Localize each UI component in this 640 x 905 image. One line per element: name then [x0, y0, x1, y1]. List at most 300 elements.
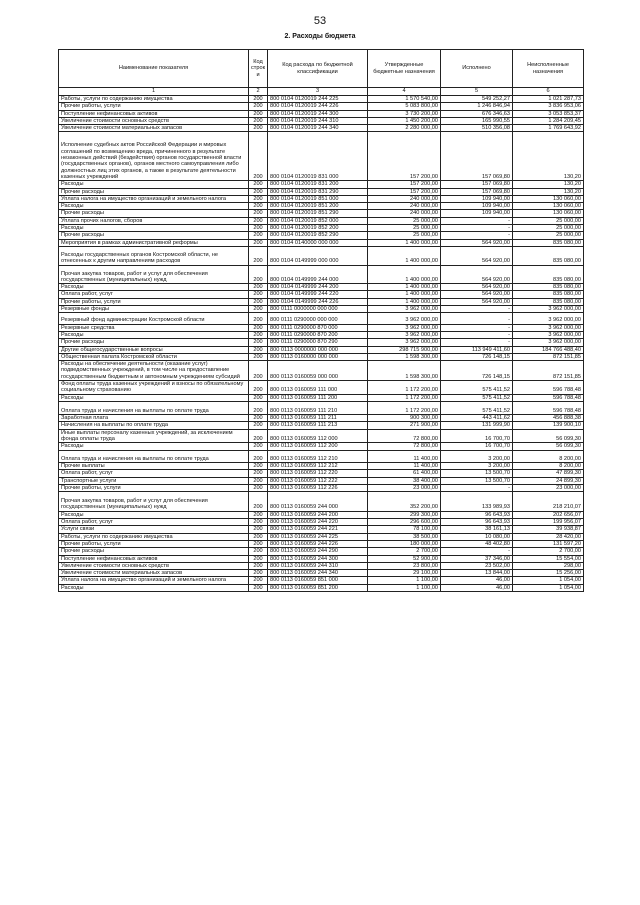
unexecuted-amount-cell: 596 788,48 [513, 401, 584, 414]
line-code-cell: 200 [249, 555, 268, 562]
approved-amount-cell: 11 400,00 [368, 450, 441, 462]
classification-code-cell: 800 0113 0160059 112 210 [268, 450, 368, 462]
executed-amount-cell: 3 200,00 [441, 450, 513, 462]
approved-amount-cell: 240 000,00 [368, 210, 441, 217]
executed-amount-cell: - [441, 217, 513, 224]
line-code-cell: 200 [249, 132, 268, 181]
indicator-name-cell: Прочие выплаты [59, 462, 249, 469]
table-row [59, 422, 584, 429]
table-row [59, 577, 584, 584]
classification-code-cell: 800 0104 0120019 244 300 [268, 110, 368, 117]
line-code-cell: 200 [249, 298, 268, 305]
executed-amount-cell: 549 252,27 [441, 96, 513, 103]
table-row [59, 492, 584, 512]
table-row [59, 511, 584, 518]
approved-amount-cell: 352 200,00 [368, 492, 441, 512]
classification-code-cell: 800 0113 0160059 851 200 [268, 584, 368, 591]
table-row [59, 284, 584, 291]
indicator-name-cell: Резервные фонды [59, 306, 249, 313]
line-code-cell: 200 [249, 470, 268, 477]
indicator-name-cell: Расходы [59, 331, 249, 338]
approved-amount-cell: 61 400,00 [368, 470, 441, 477]
unexecuted-amount-cell: 1 054,00 [513, 584, 584, 591]
line-code-cell: 200 [249, 188, 268, 195]
unexecuted-amount-cell: 202 656,07 [513, 511, 584, 518]
classification-code-cell: 800 0113 0160059 111 213 [268, 422, 368, 429]
approved-amount-cell: 78 100,00 [368, 526, 441, 533]
unexecuted-amount-cell: 23 000,00 [513, 484, 584, 491]
table-row [59, 188, 584, 195]
table-row [59, 519, 584, 526]
unexecuted-amount-cell: 3 836 953,06 [513, 103, 584, 110]
indicator-name-cell: Увеличение стоимости материальных запасов [59, 125, 249, 132]
column-number: 6 [513, 88, 584, 96]
executed-amount-cell: 575 411,52 [441, 380, 513, 394]
unexecuted-amount-cell: 835 080,00 [513, 291, 584, 298]
unexecuted-amount-cell: 835 080,00 [513, 246, 584, 265]
classification-code-cell: 800 0104 0149999 000 000 [268, 246, 368, 265]
unexecuted-amount-cell: 56 099,30 [513, 429, 584, 443]
table-row [59, 533, 584, 540]
indicator-name-cell: Расходы государственных органов Костромской области, не отнесенных к другим направлениям расходов [59, 246, 249, 265]
indicator-name-cell: Увеличение стоимости основных средств [59, 562, 249, 569]
line-code-cell: 200 [249, 246, 268, 265]
table-row [59, 324, 584, 331]
classification-code-cell: 800 0113 0160059 112 220 [268, 470, 368, 477]
executed-amount-cell: - [441, 484, 513, 491]
line-code-cell: 200 [249, 570, 268, 577]
unexecuted-amount-cell: 3 962 000,00 [513, 306, 584, 313]
unexecuted-amount-cell: 3 962 000,00 [513, 339, 584, 346]
classification-code-cell: 800 0111 0290000 870 000 [268, 324, 368, 331]
unexecuted-amount-cell: 835 080,00 [513, 239, 584, 246]
approved-amount-cell: 1 400 000,00 [368, 291, 441, 298]
indicator-name-cell: Резервные средства [59, 324, 249, 331]
table-row [59, 117, 584, 124]
executed-amount-cell: 13 500,70 [441, 470, 513, 477]
line-code-cell: 200 [249, 519, 268, 526]
classification-code-cell: 800 0113 0160059 244 221 [268, 526, 368, 533]
classification-code-cell: 800 0113 0160059 112 226 [268, 484, 368, 491]
line-code-cell: 200 [249, 526, 268, 533]
classification-code-cell: 800 0113 0160059 244 290 [268, 548, 368, 555]
table-row [59, 225, 584, 232]
table-row [59, 232, 584, 239]
approved-amount-cell: 2 280 000,00 [368, 125, 441, 132]
table-row [59, 401, 584, 414]
classification-code-cell: 800 0113 0000000 000 000 [268, 346, 368, 353]
table-row [59, 203, 584, 210]
executed-amount-cell: 564 920,00 [441, 265, 513, 284]
line-code-cell: 200 [249, 380, 268, 394]
unexecuted-amount-cell: 56 099,30 [513, 443, 584, 450]
classification-code-cell: 800 0113 0160059 244 200 [268, 511, 368, 518]
table-header-row [59, 50, 584, 88]
classification-code-cell: 800 0104 0120019 851 290 [268, 210, 368, 217]
table-row [59, 217, 584, 224]
indicator-name-cell: Фонд оплаты труда казенных учреждений и взносы по обязательному социальному страхованию [59, 380, 249, 394]
classification-code-cell: 800 0111 0290000 870 290 [268, 339, 368, 346]
executed-amount-cell: 676 346,63 [441, 110, 513, 117]
indicator-name-cell: Начисления на выплаты по оплате труда [59, 422, 249, 429]
classification-code-cell: 800 0104 0149999 244 200 [268, 284, 368, 291]
executed-amount-cell: 564 920,00 [441, 284, 513, 291]
approved-amount-cell: 38 400,00 [368, 477, 441, 484]
classification-code-cell: 800 0104 0140000 000 000 [268, 239, 368, 246]
column-number: 4 [368, 88, 441, 96]
approved-amount-cell: 5 083 800,00 [368, 103, 441, 110]
unexecuted-amount-cell: 835 080,00 [513, 265, 584, 284]
indicator-name-cell: Иные выплаты персоналу казенных учреждений, за исключением фонда оплаты труда [59, 429, 249, 443]
unexecuted-amount-cell: 8 200,00 [513, 450, 584, 462]
line-code-cell: 200 [249, 306, 268, 313]
indicator-name-cell: Прочие работы, услуги [59, 484, 249, 491]
approved-amount-cell: 1 400 000,00 [368, 284, 441, 291]
indicator-name-cell: Прочие работы, услуги [59, 540, 249, 547]
unexecuted-amount-cell: 184 766 488,40 [513, 346, 584, 353]
unexecuted-amount-cell: 1 284 209,45 [513, 117, 584, 124]
classification-code-cell: 800 0104 0120019 831 200 [268, 181, 368, 188]
indicator-name-cell: Расходы [59, 394, 249, 401]
classification-code-cell: 800 0111 0290000 000 000 [268, 313, 368, 324]
indicator-name-cell: Общественная палата Костромской области [59, 353, 249, 360]
executed-amount-cell: 96 643,93 [441, 519, 513, 526]
line-code-cell: 200 [249, 291, 268, 298]
indicator-name-cell: Расходы [59, 443, 249, 450]
classification-code-cell: 800 0113 0160059 244 226 [268, 540, 368, 547]
table-row [59, 526, 584, 533]
indicator-name-cell: Расходы на обеспечение деятельности (оказание услуг) подведомственных учреждений, в том числе на предоставление государственным бюджетным и автономным учреждениям субсидий [59, 361, 249, 381]
unexecuted-amount-cell: 3 962 000,00 [513, 313, 584, 324]
unexecuted-amount-cell: 8 200,00 [513, 462, 584, 469]
approved-amount-cell: 1 570 540,00 [368, 96, 441, 103]
header-executed: Исполнено [441, 50, 513, 88]
line-code-cell: 200 [249, 203, 268, 210]
executed-amount-cell: 109 940,00 [441, 195, 513, 202]
line-code-cell: 200 [249, 331, 268, 338]
executed-amount-cell: 13 500,70 [441, 477, 513, 484]
approved-amount-cell: 52 900,00 [368, 555, 441, 562]
line-code-cell: 200 [249, 313, 268, 324]
classification-code-cell: 800 0111 0290000 870 200 [268, 331, 368, 338]
classification-code-cell: 800 0104 0149999 244 226 [268, 298, 368, 305]
table-row [59, 540, 584, 547]
unexecuted-amount-cell: 3 962 000,00 [513, 324, 584, 331]
indicator-name-cell: Расходы [59, 225, 249, 232]
table-row [59, 239, 584, 246]
line-code-cell: 200 [249, 429, 268, 443]
unexecuted-amount-cell: 596 788,48 [513, 380, 584, 394]
executed-amount-cell: 23 502,00 [441, 562, 513, 569]
table-row [59, 298, 584, 305]
executed-amount-cell: 48 402,80 [441, 540, 513, 547]
unexecuted-amount-cell: 872 151,85 [513, 353, 584, 360]
column-number-row [59, 88, 584, 96]
line-code-cell: 200 [249, 484, 268, 491]
indicator-name-cell: Мероприятия в рамках административной реформы [59, 239, 249, 246]
unexecuted-amount-cell: 1 021 287,73 [513, 96, 584, 103]
executed-amount-cell: 16 700,70 [441, 429, 513, 443]
unexecuted-amount-cell: 39 938,87 [513, 526, 584, 533]
table-row [59, 210, 584, 217]
header-line-code: Код строк и [249, 50, 268, 88]
line-code-cell: 200 [249, 346, 268, 353]
executed-amount-cell: - [441, 548, 513, 555]
line-code-cell: 200 [249, 511, 268, 518]
indicator-name-cell: Прочие работы, услуги [59, 298, 249, 305]
approved-amount-cell: 1 400 000,00 [368, 246, 441, 265]
indicator-name-cell: Резервный фонд администрации Костромской области [59, 313, 249, 324]
indicator-name-cell: Расходы [59, 511, 249, 518]
unexecuted-amount-cell: 130,20 [513, 181, 584, 188]
indicator-name-cell: Увеличение стоимости основных средств [59, 117, 249, 124]
unexecuted-amount-cell: 130 060,00 [513, 195, 584, 202]
line-code-cell: 200 [249, 584, 268, 591]
approved-amount-cell: 3 730 200,00 [368, 110, 441, 117]
approved-amount-cell: 1 598 300,00 [368, 353, 441, 360]
indicator-name-cell: Расходы [59, 181, 249, 188]
header-unexecuted: Неисполненные назначения [513, 50, 584, 88]
indicator-name-cell: Прочие расходы [59, 339, 249, 346]
approved-amount-cell: 298 715 900,00 [368, 346, 441, 353]
approved-amount-cell: 1 100,00 [368, 584, 441, 591]
approved-amount-cell: 25 000,00 [368, 217, 441, 224]
line-code-cell: 200 [249, 540, 268, 547]
approved-amount-cell: 157 200,00 [368, 181, 441, 188]
executed-amount-cell: 96 643,93 [441, 511, 513, 518]
table-row [59, 306, 584, 313]
classification-code-cell: 800 0104 0120019 831 000 [268, 132, 368, 181]
table-row [59, 477, 584, 484]
unexecuted-amount-cell: 25 000,00 [513, 217, 584, 224]
line-code-cell: 200 [249, 232, 268, 239]
approved-amount-cell: 157 200,00 [368, 188, 441, 195]
table-row [59, 584, 584, 591]
table-row [59, 562, 584, 569]
classification-code-cell: 800 0113 0160059 111 200 [268, 394, 368, 401]
line-code-cell: 200 [249, 548, 268, 555]
executed-amount-cell: 113 949 411,60 [441, 346, 513, 353]
table-row [59, 331, 584, 338]
table-row [59, 361, 584, 381]
classification-code-cell: 800 0104 0120019 831 290 [268, 188, 368, 195]
column-number: 3 [268, 88, 368, 96]
approved-amount-cell: 72 800,00 [368, 429, 441, 443]
classification-code-cell: 800 0113 0160059 112 200 [268, 443, 368, 450]
table-row [59, 96, 584, 103]
indicator-name-cell: Прочие расходы [59, 548, 249, 555]
classification-code-cell: 800 0111 0000000 000 000 [268, 306, 368, 313]
indicator-name-cell: Уплата прочих налогов, сборов [59, 217, 249, 224]
budget-expenses-table [58, 49, 584, 592]
executed-amount-cell: 38 161,13 [441, 526, 513, 533]
line-code-cell: 200 [249, 450, 268, 462]
line-code-cell: 200 [249, 462, 268, 469]
executed-amount-cell: - [441, 306, 513, 313]
table-row [59, 443, 584, 450]
executed-amount-cell: 564 920,00 [441, 291, 513, 298]
approved-amount-cell: 3 962 000,00 [368, 331, 441, 338]
approved-amount-cell: 1 172 200,00 [368, 394, 441, 401]
approved-amount-cell: 11 400,00 [368, 462, 441, 469]
executed-amount-cell: 564 920,00 [441, 298, 513, 305]
header-indicator-name: Наименование показателя [59, 50, 249, 88]
table-row [59, 570, 584, 577]
approved-amount-cell: 23 000,00 [368, 484, 441, 491]
indicator-name-cell: Расходы [59, 284, 249, 291]
executed-amount-cell: 13 844,00 [441, 570, 513, 577]
approved-amount-cell: 157 200,00 [368, 132, 441, 181]
table-row [59, 246, 584, 265]
unexecuted-amount-cell: 1 769 643,92 [513, 125, 584, 132]
approved-amount-cell: 38 500,00 [368, 533, 441, 540]
line-code-cell: 200 [249, 361, 268, 381]
line-code-cell: 200 [249, 265, 268, 284]
indicator-name-cell: Расходы [59, 203, 249, 210]
table-row [59, 380, 584, 394]
classification-code-cell: 800 0113 0160059 112 212 [268, 462, 368, 469]
executed-amount-cell: 726 148,15 [441, 353, 513, 360]
table-row [59, 346, 584, 353]
approved-amount-cell: 29 100,00 [368, 570, 441, 577]
line-code-cell: 200 [249, 533, 268, 540]
executed-amount-cell: - [441, 313, 513, 324]
classification-code-cell: 800 0113 0160059 244 300 [268, 555, 368, 562]
line-code-cell: 200 [249, 492, 268, 512]
indicator-name-cell: Оплата труда и начисления на выплаты по оплате труда [59, 450, 249, 462]
unexecuted-amount-cell: 872 151,85 [513, 361, 584, 381]
executed-amount-cell: - [441, 232, 513, 239]
unexecuted-amount-cell: 3 962 000,00 [513, 331, 584, 338]
column-number: 1 [59, 88, 249, 96]
executed-amount-cell: 575 411,52 [441, 394, 513, 401]
line-code-cell: 200 [249, 422, 268, 429]
line-code-cell: 200 [249, 339, 268, 346]
table-row [59, 265, 584, 284]
indicator-name-cell: Транспортные услуги [59, 477, 249, 484]
approved-amount-cell: 1 598 300,00 [368, 361, 441, 381]
line-code-cell: 200 [249, 239, 268, 246]
line-code-cell: 200 [249, 195, 268, 202]
classification-code-cell: 800 0104 0120019 852 200 [268, 225, 368, 232]
indicator-name-cell: Уплата налога на имущество организаций и земельного налога [59, 577, 249, 584]
unexecuted-amount-cell: 3 053 853,37 [513, 110, 584, 117]
line-code-cell: 200 [249, 401, 268, 414]
table-row [59, 555, 584, 562]
table-row [59, 313, 584, 324]
indicator-name-cell: Услуги связи [59, 526, 249, 533]
table-row [59, 103, 584, 110]
unexecuted-amount-cell: 596 788,48 [513, 394, 584, 401]
indicator-name-cell: Оплата работ, услуг [59, 291, 249, 298]
classification-code-cell: 800 0113 0160059 244 310 [268, 562, 368, 569]
unexecuted-amount-cell: 218 210,07 [513, 492, 584, 512]
executed-amount-cell: - [441, 324, 513, 331]
classification-code-cell: 800 0104 0120019 851 000 [268, 195, 368, 202]
indicator-name-cell: Прочие расходы [59, 210, 249, 217]
page-number: 53 [313, 15, 327, 27]
table-row [59, 110, 584, 117]
table-row [59, 125, 584, 132]
executed-amount-cell: 109 940,00 [441, 210, 513, 217]
executed-amount-cell: 131 999,90 [441, 422, 513, 429]
column-number: 5 [441, 88, 513, 96]
table-row [59, 470, 584, 477]
executed-amount-cell: 510 356,08 [441, 125, 513, 132]
header-classification-code: Код расхода по бюджетной классификации [268, 50, 368, 88]
classification-code-cell: 800 0104 0120019 244 340 [268, 125, 368, 132]
unexecuted-amount-cell: 199 956,07 [513, 519, 584, 526]
executed-amount-cell: - [441, 225, 513, 232]
indicator-name-cell: Увеличение стоимости материальных запасов [59, 570, 249, 577]
indicator-name-cell: Поступление нефинансовых активов [59, 110, 249, 117]
unexecuted-amount-cell: 25 000,00 [513, 225, 584, 232]
executed-amount-cell: 443 411,62 [441, 415, 513, 422]
executed-amount-cell: 109 940,00 [441, 203, 513, 210]
classification-code-cell: 800 0113 0160059 112 222 [268, 477, 368, 484]
indicator-name-cell: Уплата налога на имущество организаций и земельного налога [59, 195, 249, 202]
classification-code-cell: 800 0104 0149999 244 000 [268, 265, 368, 284]
indicator-name-cell: Прочие расходы [59, 232, 249, 239]
approved-amount-cell: 72 800,00 [368, 443, 441, 450]
approved-amount-cell: 900 300,00 [368, 415, 441, 422]
approved-amount-cell: 1 400 000,00 [368, 298, 441, 305]
executed-amount-cell: 3 200,00 [441, 462, 513, 469]
classification-code-cell: 800 0113 0160059 244 340 [268, 570, 368, 577]
table-row [59, 450, 584, 462]
executed-amount-cell: 575 411,52 [441, 401, 513, 414]
executed-amount-cell: 564 920,00 [441, 246, 513, 265]
line-code-cell: 200 [249, 577, 268, 584]
unexecuted-amount-cell: 47 899,30 [513, 470, 584, 477]
classification-code-cell: 800 0104 0120019 852 290 [268, 232, 368, 239]
line-code-cell: 200 [249, 96, 268, 103]
classification-code-cell: 800 0113 0160059 851 000 [268, 577, 368, 584]
classification-code-cell: 800 0104 0120019 851 200 [268, 203, 368, 210]
line-code-cell: 200 [249, 225, 268, 232]
executed-amount-cell: 10 080,00 [441, 533, 513, 540]
table-row [59, 353, 584, 360]
indicator-name-cell: Прочая закупка товаров, работ и услуг для обеспечения государственных (муниципальных) нужд [59, 265, 249, 284]
indicator-name-cell: Поступление нефинансовых активов [59, 555, 249, 562]
approved-amount-cell: 1 400 000,00 [368, 265, 441, 284]
classification-code-cell: 800 0104 0120019 244 310 [268, 117, 368, 124]
line-code-cell: 200 [249, 562, 268, 569]
unexecuted-amount-cell: 835 080,00 [513, 284, 584, 291]
unexecuted-amount-cell: 130 060,00 [513, 210, 584, 217]
executed-amount-cell: - [441, 331, 513, 338]
table-row [59, 462, 584, 469]
unexecuted-amount-cell: 131 597,20 [513, 540, 584, 547]
header-approved: Утвержденные бюджетные назначения [368, 50, 441, 88]
line-code-cell: 200 [249, 477, 268, 484]
classification-code-cell: 800 0113 0160059 244 225 [268, 533, 368, 540]
table-row [59, 291, 584, 298]
approved-amount-cell: 271 900,00 [368, 422, 441, 429]
classification-code-cell: 800 0104 0120019 244 226 [268, 103, 368, 110]
approved-amount-cell: 1 172 200,00 [368, 401, 441, 414]
approved-amount-cell: 1 100,00 [368, 577, 441, 584]
unexecuted-amount-cell: 130,20 [513, 188, 584, 195]
classification-code-cell: 800 0113 0160059 112 000 [268, 429, 368, 443]
executed-amount-cell: 37 346,00 [441, 555, 513, 562]
approved-amount-cell: 180 000,00 [368, 540, 441, 547]
line-code-cell: 200 [249, 103, 268, 110]
unexecuted-amount-cell: 456 888,38 [513, 415, 584, 422]
line-code-cell: 200 [249, 353, 268, 360]
executed-amount-cell: 726 148,15 [441, 361, 513, 381]
indicator-name-cell: Заработная плата [59, 415, 249, 422]
